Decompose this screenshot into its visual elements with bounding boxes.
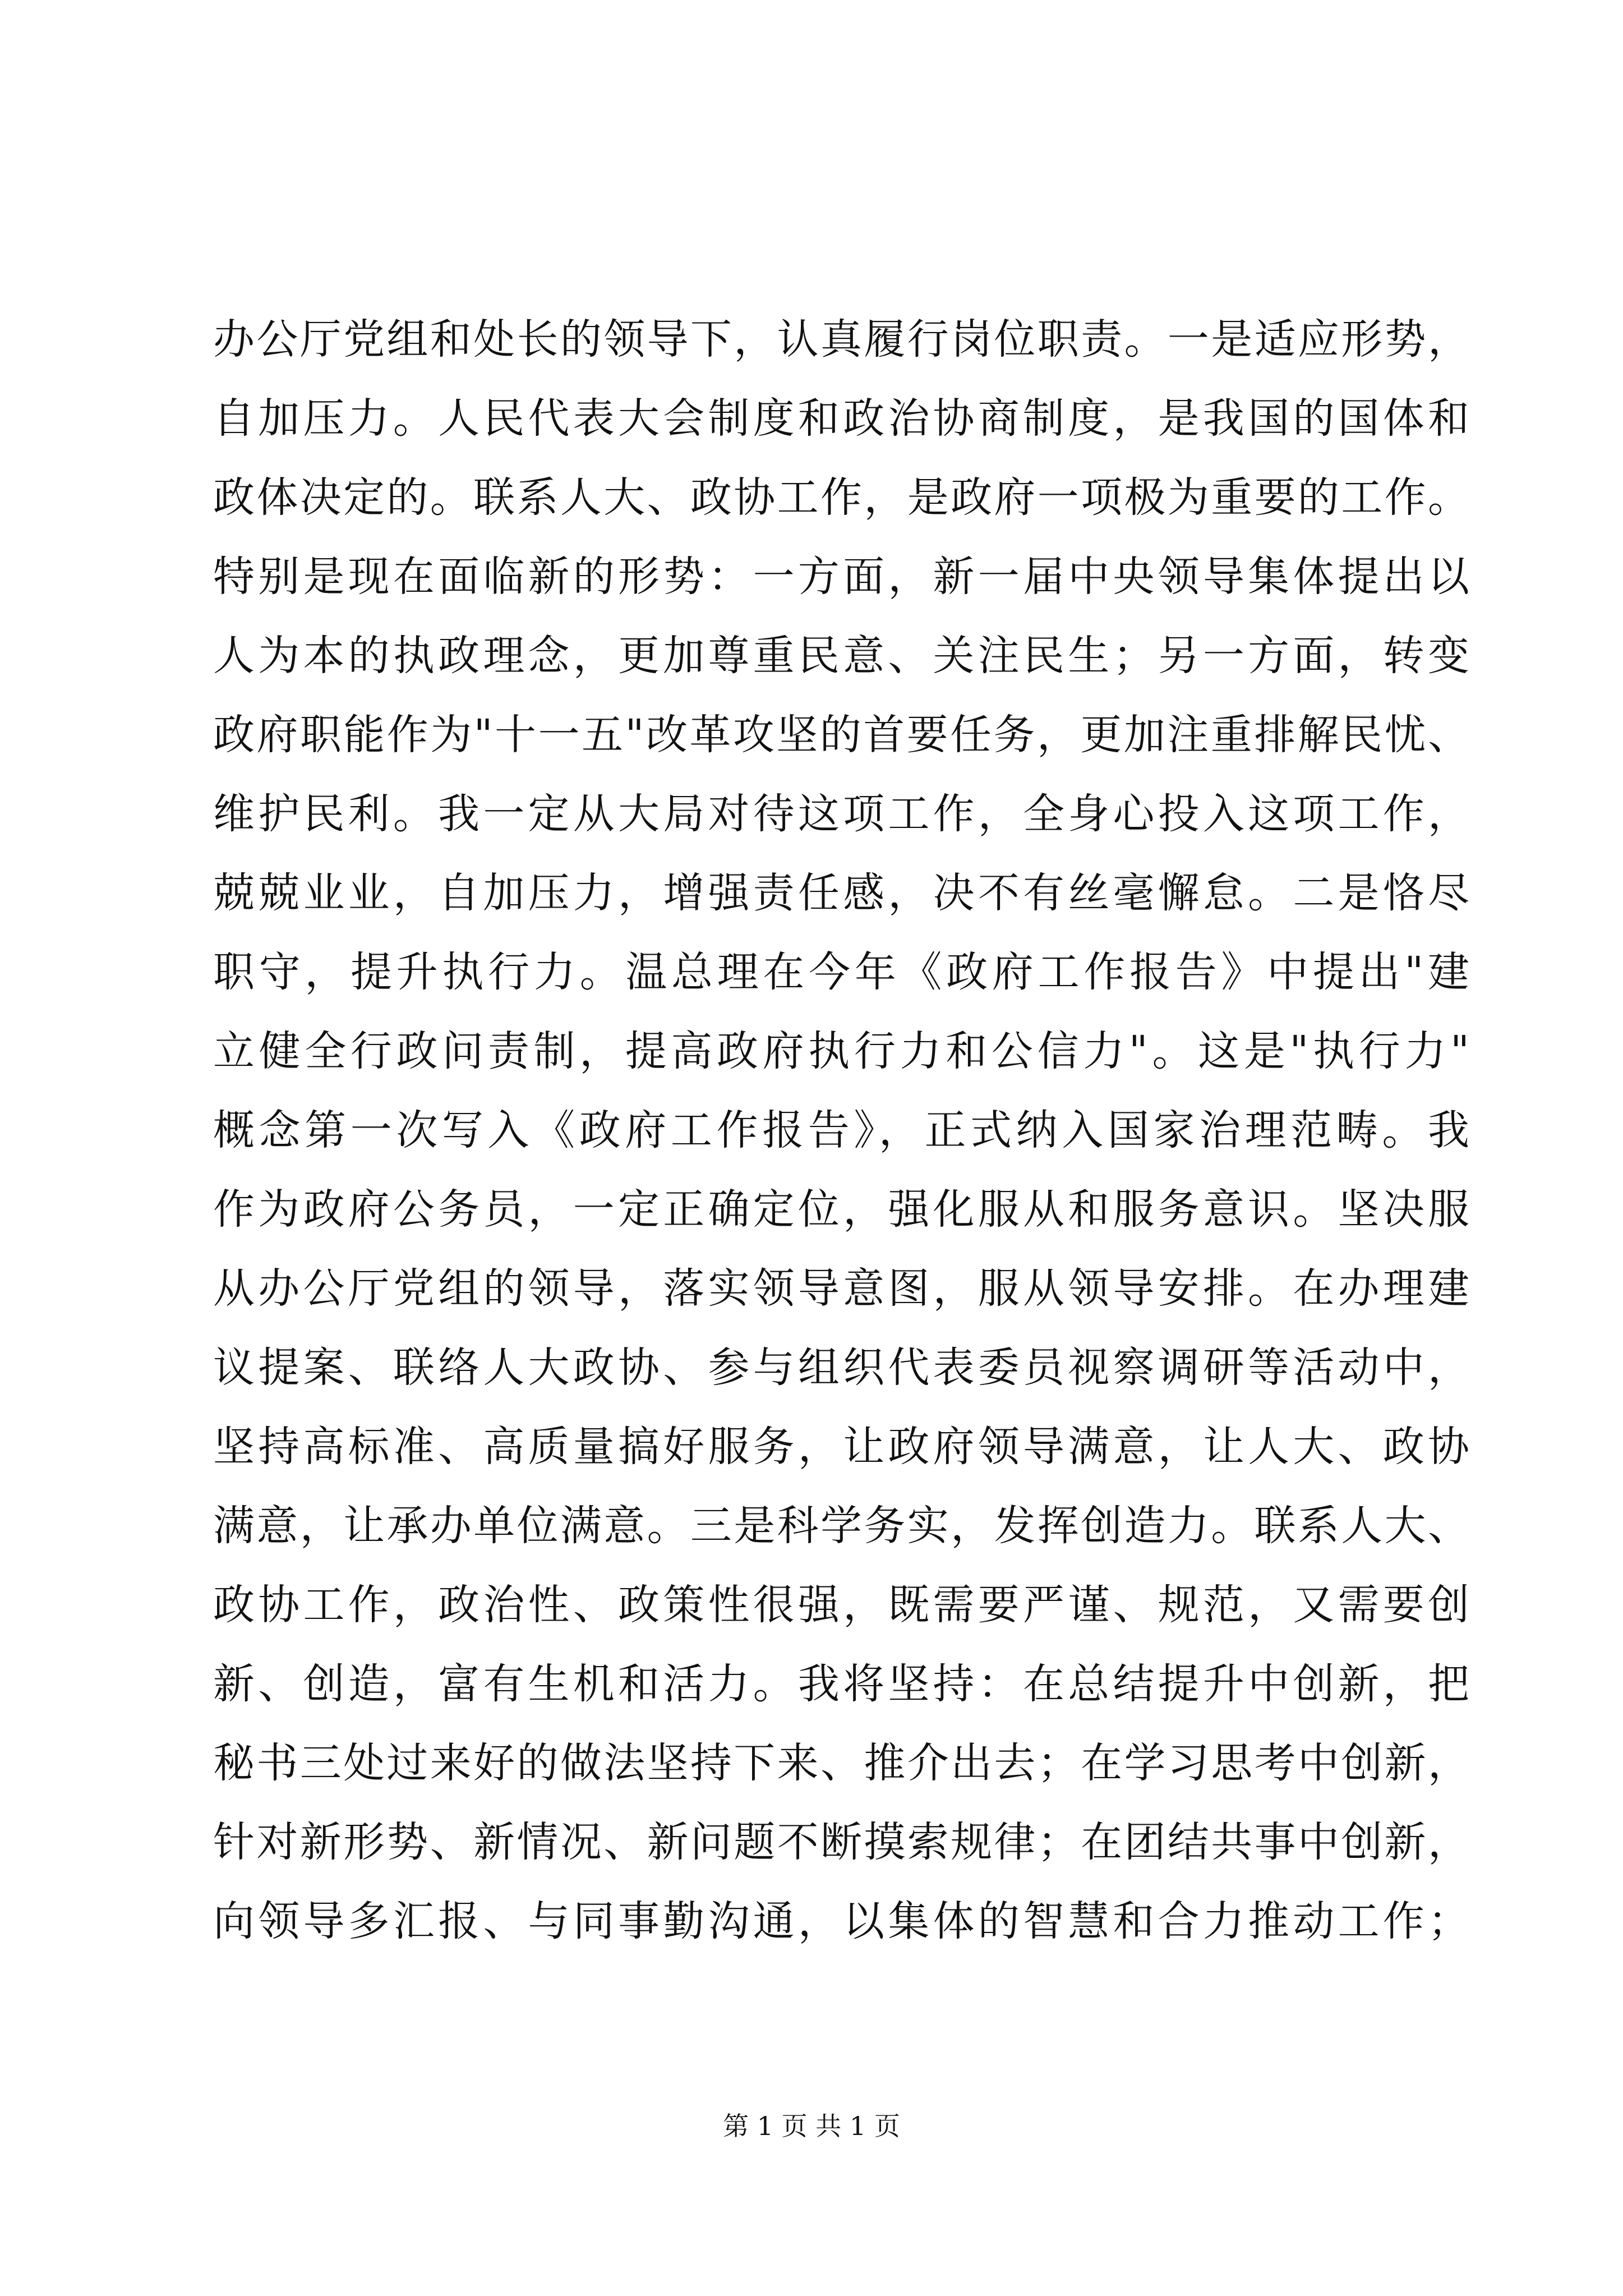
text-line: 自加压力。人民代表大会制度和政治协商制度，是我国的国体和 [213, 394, 1469, 443]
text-line: 满意，让承办单位满意。三是科学务实，发挥创造力。联系人大、 [213, 1502, 1469, 1550]
body-text [213, 300, 1469, 1961]
text-line: 人为本的执政理念，更加尊重民意、关注民生；另一方面，转变 [213, 632, 1469, 680]
page-number: 第 1 页 共 1 页 [723, 2111, 900, 2141]
text-line: 立健全行政问责制，提高政府执行力和公信力"。这是"执行力" [213, 1027, 1469, 1075]
text-line: 作为政府公务员，一定正确定位，强化服从和服务意识。坚决服 [213, 1185, 1469, 1234]
text-line: 办公厅党组和处长的领导下，认真履行岗位职责。一是适应形势， [213, 315, 1469, 364]
text-line: 政府职能作为"十一五"改革攻坚的首要任务，更加注重排解民忧、 [213, 711, 1469, 759]
text-line: 概念第一次写入《政府工作报告》，正式纳入国家治理范畴。我 [213, 1106, 1469, 1154]
text-line: 新、创造，富有生机和活力。我将坚持：在总结提升中创新，把 [213, 1660, 1469, 1708]
text-line: 向领导多汇报、与同事勤沟通，以集体的智慧和合力推动工作； [213, 1897, 1469, 1945]
text-line: 特别是现在面临新的形势：一方面，新一届中央领导集体提出以 [213, 553, 1469, 601]
text-line: 兢兢业业，自加压力，增强责任感，决不有丝毫懈怠。二是恪尽 [213, 869, 1469, 917]
text-line: 议提案、联络人大政协、参与组织代表委员视察调研等活动中， [213, 1343, 1469, 1392]
text-line: 秘书三处过来好的做法坚持下来、推介出去；在学习思考中创新， [213, 1739, 1469, 1787]
text-line: 维护民利。我一定从大局对待这项工作，全身心投入这项工作， [213, 790, 1469, 838]
text-line: 针对新形势、新情况、新问题不断摸索规律；在团结共事中创新， [213, 1818, 1469, 1866]
text-line: 政协工作，政治性、政策性很强，既需要严谨、规范，又需要创 [213, 1581, 1469, 1629]
text-line: 坚持高标准、高质量搞好服务，让政府领导满意，让人大、政协 [213, 1423, 1469, 1471]
text-line: 政体决定的。联系人大、政协工作，是政府一项极为重要的工作。 [213, 473, 1469, 522]
text-line: 职守，提升执行力。温总理在今年《政府工作报告》中提出"建 [213, 948, 1469, 996]
text-line: 从办公厅党组的领导，落实领导意图，服从领导安排。在办理建 [213, 1264, 1469, 1313]
page-footer [0, 2109, 1623, 2143]
